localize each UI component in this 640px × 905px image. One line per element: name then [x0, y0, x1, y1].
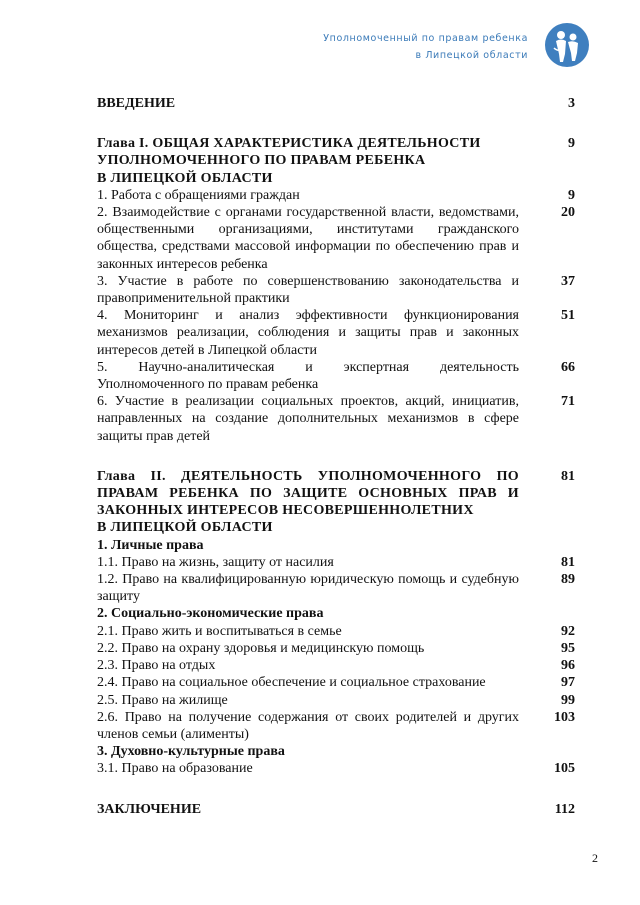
toc-item[interactable]	[97, 709, 575, 743]
toc-item-label: 3.1. Право на образование	[97, 761, 253, 777]
chapter-2-title-last: В ЛИПЕЦКОЙ ОБЛАСТИ	[97, 520, 273, 536]
header-line-2: в Липецкой области	[415, 50, 528, 61]
toc-item-page: 9	[568, 187, 575, 203]
toc-item[interactable]	[97, 640, 575, 657]
toc-chapter-1-page: 9	[568, 136, 575, 152]
toc-item-label: 1. Работа с обращениями граждан	[97, 187, 300, 203]
toc-item-label: 1.1. Право на жизнь, защиту от насилия	[97, 554, 334, 570]
toc-item[interactable]	[97, 273, 575, 307]
toc-conclusion-page: 112	[554, 801, 575, 817]
toc-item-page: 81	[561, 554, 575, 570]
toc-item[interactable]	[97, 692, 575, 709]
toc-item-page: 96	[561, 658, 575, 674]
chapter-2-title: Глава II. ДЕЯТЕЛЬНОСТЬ УПОЛНОМОЧЕННОГО ПО ПРАВАМ РЕБЕНКА ПО ЗАЩИТЕ ОСНОВНЫХ ПРАВ И ЗАКОННЫХ ИНТЕРЕСОВ НЕСОВЕРШЕННОЛЕТНИХ	[97, 468, 519, 519]
toc-item-page: 51	[561, 308, 575, 324]
toc-intro-page: 3	[568, 96, 575, 111]
toc-item-page: 99	[561, 692, 575, 708]
toc-item-label: 5. Научно-аналитическая и экспертная деятельность Уполномоченного по правам ребенка	[97, 359, 519, 393]
toc-section-label: 2. Социально-экономические права	[97, 606, 324, 622]
toc-item[interactable]	[97, 571, 575, 605]
toc-section[interactable]	[97, 605, 575, 622]
toc-item-label: 2.3. Право на отдых	[97, 658, 216, 674]
toc-item-label: 3. Участие в работе по совершенствованию законодательства и правоприменительной практики	[97, 273, 519, 307]
table-of-contents	[97, 95, 575, 818]
toc-item-page: 89	[561, 572, 575, 588]
ombudsman-logo-icon	[544, 22, 590, 68]
toc-item-label: 6. Участие в реализации социальных проектов, акций, инициатив, направленных на создание дополнительных механизмов в сфере защиты прав детей	[97, 394, 519, 444]
toc-section-label: 1. Личные права	[97, 537, 204, 553]
toc-item[interactable]	[97, 393, 575, 445]
toc-chapter-2-page: 81	[561, 468, 575, 484]
toc-item[interactable]	[97, 623, 575, 640]
toc-item-label: 2.5. Право на жилище	[97, 692, 228, 708]
toc-section[interactable]	[97, 537, 575, 554]
toc-item-page: 66	[561, 359, 575, 375]
toc-item-page: 71	[561, 394, 575, 410]
toc-item-page: 20	[561, 205, 575, 221]
toc-item[interactable]	[97, 674, 575, 691]
chapter-1-title-line: УПОЛНОМОЧЕННОГО ПО ПРАВАМ РЕБЕНКА	[97, 153, 426, 169]
toc-item-page: 95	[561, 640, 575, 656]
header-line-1: Уполномоченный по правам ребенка	[323, 33, 528, 44]
toc-intro[interactable]	[97, 95, 575, 112]
toc-item[interactable]	[97, 554, 575, 571]
toc-conclusion[interactable]	[97, 801, 575, 818]
chapter-1-title-line: В ЛИПЕЦКОЙ ОБЛАСТИ	[97, 170, 273, 186]
toc-item-label: 2.1. Право жить и воспитываться в семье	[97, 623, 342, 639]
toc-item[interactable]	[97, 657, 575, 674]
toc-item-label: 1.2. Право на квалифицированную юридическую помощь и судебную защиту	[97, 572, 519, 605]
toc-chapter-1[interactable]	[97, 135, 575, 187]
toc-item[interactable]	[97, 359, 575, 393]
toc-item[interactable]	[97, 760, 575, 777]
toc-item-page: 97	[561, 675, 575, 691]
toc-item-label: 2.4. Право на социальное обеспечение и социальное страхование	[97, 675, 486, 691]
toc-section-label: 3. Духовно-культурные права	[97, 744, 285, 760]
page-number: 2	[592, 851, 598, 865]
toc-item-label: 4. Мониторинг и анализ эффективности функционирования механизмов реализации, соблюдения и защиты прав и законных интересов детей в Липецкой области	[97, 308, 519, 358]
toc-item-label: 2.2. Право на охрану здоровья и медицинскую помощь	[97, 640, 425, 656]
toc-intro-label: ВВЕДЕНИЕ	[97, 96, 176, 111]
toc-section[interactable]	[97, 743, 575, 760]
toc-item-page: 92	[561, 623, 575, 639]
toc-item[interactable]	[97, 187, 575, 204]
chapter-1-title-line: Глава I. ОБЩАЯ ХАРАКТЕРИСТИКА ДЕЯТЕЛЬНОСТИ	[97, 136, 481, 152]
toc-item-page: 103	[554, 709, 575, 725]
toc-item[interactable]	[97, 204, 575, 273]
toc-conclusion-label: ЗАКЛЮЧЕНИЕ	[97, 801, 202, 817]
toc-item-label: 2.6. Право на получение содержания от своих родителей и других членов семьи (алименты)	[97, 709, 519, 742]
toc-item[interactable]	[97, 307, 575, 359]
toc-chapter-2[interactable]	[97, 468, 575, 537]
toc-item-page: 105	[554, 761, 575, 777]
toc-item-label: 2. Взаимодействие с органами государственной власти, ведомствами, общественными организациями, институтами гражданского общества, средствами массовой информации по обеспечению прав и законных интересов ребенка	[97, 205, 519, 272]
toc-item-page: 37	[561, 273, 575, 289]
header	[323, 30, 528, 64]
